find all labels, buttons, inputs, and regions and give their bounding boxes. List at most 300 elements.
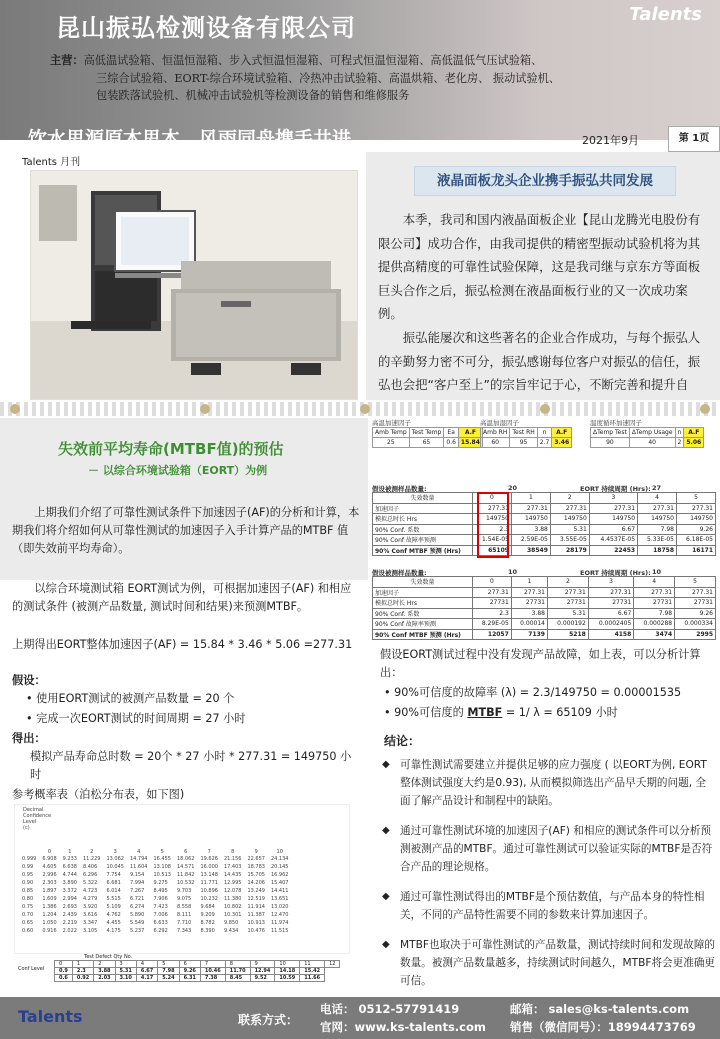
- table-cell: 3.890: [62, 880, 77, 886]
- table-cell: 2.303: [42, 880, 57, 886]
- table-cell: 7: [207, 849, 211, 855]
- table-cell: 3.920: [82, 904, 98, 910]
- table-cell: 模拟总时长 Hrs: [373, 514, 473, 525]
- table-row: [19, 927, 291, 935]
- table-cell: 6.296: [82, 872, 98, 878]
- table-cell: 6.014: [106, 888, 121, 894]
- assume-item: • 完成一次EORT测试的时间周期 = 27 小时: [26, 712, 246, 725]
- table-row: [19, 863, 291, 871]
- table-cell: 2.022: [62, 928, 77, 934]
- table-row: [55, 975, 340, 982]
- table-cell: 4: [137, 849, 141, 855]
- table-cell: 4.723: [82, 888, 98, 894]
- table-cell: 3.105: [82, 928, 98, 934]
- table-cell: 277.31: [511, 503, 550, 514]
- table-cell: 24.134: [270, 856, 289, 862]
- table-cell: 1: [511, 577, 547, 588]
- table-row: [373, 619, 716, 630]
- table-cell: 90% Conf 故障率预测: [373, 535, 473, 546]
- table-cell: 12.995: [223, 880, 242, 886]
- table-row: [55, 968, 340, 975]
- table-cell: 90% Conf 故障率预测: [373, 619, 473, 630]
- confidence-level-label: Decimal Confidence Level (c): [23, 807, 52, 831]
- table-cell: 9.26: [179, 968, 200, 975]
- mtbf-paragraph: 上期我们介绍了可靠性测试条件下加速因子(AF)的分析和计算，本期我们将介绍如何从可靠性测试的加速因子入手计算产品的MTBF 值（即失效前平均寿命）。: [12, 506, 360, 555]
- table-cell: 0.70: [22, 912, 34, 918]
- table-cell: 2: [94, 961, 115, 968]
- table-cell: 19.626: [200, 856, 218, 862]
- table-cell: 8.558: [176, 904, 192, 910]
- table-cell: 149750: [473, 514, 512, 525]
- table-cell: 27731: [511, 598, 547, 609]
- table-row: [19, 887, 291, 895]
- table-cell: 5.31: [547, 608, 588, 619]
- table-cell: 12.078: [223, 888, 242, 894]
- table-cell: 0.000192: [547, 619, 588, 630]
- b2-duration-label: EORT 持续周期 (Hrs):: [580, 569, 651, 577]
- table-cell: 7.98: [638, 524, 677, 535]
- result-label: 得出：: [12, 732, 46, 745]
- table-row: [373, 514, 716, 525]
- table-cell: 7.98: [158, 968, 179, 975]
- email-link[interactable]: 邮箱： sales@ks-talents.com: [510, 1002, 690, 1016]
- table-row: [373, 503, 716, 514]
- table-row: [19, 911, 291, 919]
- business-scope-lead: 主营：: [50, 53, 84, 67]
- table-cell: 4.279: [82, 896, 98, 902]
- table-cell: 2.439: [62, 912, 77, 918]
- table-cell: 6.638: [62, 864, 77, 870]
- table-row: [373, 493, 716, 504]
- table-cell: 3.347: [82, 920, 98, 926]
- table-cell: 10.913: [247, 920, 265, 926]
- table-cell: 2: [547, 577, 588, 588]
- table-cell: 5.109: [106, 904, 121, 910]
- table-cell: 9.233: [62, 856, 77, 862]
- table-cell: 7.38: [200, 975, 225, 982]
- table-cell: 8: [231, 849, 235, 855]
- table-cell: 9.26: [677, 524, 716, 535]
- table-cell: 9.154: [129, 872, 145, 878]
- table-cell: 14.18: [275, 968, 300, 975]
- table-cell: 11.229: [82, 856, 101, 862]
- table-cell: 18.783: [247, 864, 265, 870]
- table-cell: 8.782: [200, 920, 215, 926]
- table-cell: 3: [115, 961, 136, 968]
- table-cell: 4.744: [62, 872, 77, 878]
- table-cell: 6.633: [153, 920, 168, 926]
- table-cell: 27731: [675, 598, 716, 609]
- table-cell: 14.794: [129, 856, 148, 862]
- table-cell: 6.67: [136, 968, 157, 975]
- conclusion-title: 结论：: [384, 734, 421, 748]
- table-cell: 277.31: [677, 503, 716, 514]
- table-cell: 9.52: [250, 975, 275, 982]
- news-panel: [366, 152, 720, 400]
- table-cell: 3.88: [511, 608, 547, 619]
- table-cell: 9.850: [223, 920, 239, 926]
- table-cell: 10.46: [200, 968, 225, 975]
- table-cell: 149750: [550, 514, 589, 525]
- table-cell: 16171: [677, 545, 716, 556]
- section-divider: [0, 402, 720, 416]
- table-cell: 0.99: [22, 864, 34, 870]
- table-cell: 149750: [589, 514, 637, 525]
- table-cell: 0.9: [55, 968, 73, 975]
- footer-brand: Talents: [18, 1007, 83, 1026]
- table-cell: 8.29E-05: [473, 619, 512, 630]
- table-cell: 5.33E-05: [638, 535, 677, 546]
- table-cell: 27731: [634, 598, 675, 609]
- table-row: [19, 871, 291, 879]
- table-cell: 0.80: [22, 896, 34, 902]
- table-cell: 失效数量: [373, 577, 473, 588]
- table-cell: 6.292: [153, 928, 168, 934]
- table-cell: 0.65: [22, 920, 34, 926]
- table-cell: 5: [158, 961, 179, 968]
- defect-label: Test Defect Qty No.: [84, 954, 133, 960]
- table-cell: 2.994: [62, 896, 77, 902]
- table-cell: 11.604: [129, 864, 148, 870]
- table-cell: 6: [179, 961, 200, 968]
- table-cell: 28179: [550, 545, 589, 556]
- table-cell: 9.434: [223, 928, 239, 934]
- table-cell: 4.605: [42, 864, 57, 870]
- table-cell: 5.31: [115, 968, 136, 975]
- table-row: [373, 608, 716, 619]
- table-cell: 0: [47, 849, 52, 855]
- website-link[interactable]: 官网：www.ks-talents.com: [320, 1020, 486, 1034]
- humidity-factor-table: Amb RH Test RH n A.F 60 95 2.7 3.46: [480, 427, 572, 448]
- table-cell: 0: [473, 577, 512, 588]
- table-cell: 277.31: [638, 503, 677, 514]
- table-cell: 0.999: [22, 856, 37, 862]
- table-cell: 15.42: [300, 968, 325, 975]
- issue-date: 2021年9月: [582, 134, 639, 147]
- b2-sample-count: 10: [508, 568, 518, 576]
- table-cell: 10: [276, 849, 283, 855]
- mtbf-subtitle: － 以综合环境试验箱（EORT）为例: [88, 464, 268, 477]
- table-cell: 6.274: [129, 904, 145, 910]
- conclusion-list: [382, 756, 716, 1002]
- table-cell: 0.000334: [675, 619, 716, 630]
- table-cell: 6.681: [106, 880, 121, 886]
- table-row: [373, 535, 716, 546]
- analysis-block: [380, 646, 716, 722]
- table-cell: 7.423: [153, 904, 168, 910]
- table-cell: 4158: [588, 629, 633, 640]
- table-cell: 7.006: [153, 912, 168, 918]
- conclusion-item: ◆ 可靠性测试需要建立并提供足够的应力强度 ( 以EORT为例, EORT整体测试强度大约是0.93), 从而模拟筛选出产品早夭期的问题, 全面了解产品设计和制程中的缺陷。: [382, 756, 716, 810]
- table-cell: 14.206: [247, 880, 265, 886]
- monthly-label: Talents 月刊: [22, 157, 81, 168]
- page-number: 第 1页: [668, 126, 720, 152]
- table-cell: 1: [72, 961, 93, 968]
- table-cell: 16.962: [270, 872, 289, 878]
- table-cell: 11.66: [300, 975, 325, 982]
- table-cell: 5: [675, 577, 716, 588]
- table-cell: 0.916: [42, 928, 57, 934]
- conclusion-item: ◆ 通过可靠性测试环境的加速因子(AF) 和相应的测试条件可以分析预测被测产品的MTBF。通过可靠性测试可以验证实际的MTBF是否符合产品的理论规格。: [382, 822, 716, 876]
- table-cell: 0.92: [72, 975, 93, 982]
- table-cell: 7.343: [176, 928, 192, 934]
- table-cell: 4.762: [106, 912, 121, 918]
- table-cell: 149750: [511, 514, 550, 525]
- table-cell: 6: [184, 849, 188, 855]
- table-row: [373, 587, 716, 598]
- cycle-factor-table: ΔTemp Test ΔTemp Usage n A.F 90 40 2 5.06: [590, 427, 704, 448]
- table-cell: 13.651: [270, 896, 289, 902]
- table-cell: 3474: [634, 629, 675, 640]
- analysis-item: • 90%可信度的 MTBF = 1/ λ = 65109 小时: [384, 706, 618, 719]
- highlight-box: [477, 492, 509, 558]
- table-cell: 1: [68, 849, 72, 855]
- assume-label: 假设：: [12, 674, 46, 687]
- table-cell: 7139: [511, 629, 547, 640]
- table-cell: 2.3: [473, 524, 512, 535]
- table-cell: 13.062: [106, 856, 124, 862]
- table-cell: 10.59: [275, 975, 300, 982]
- factor-label: 温度循环加速因子: [590, 419, 642, 427]
- table-cell: 4: [136, 961, 157, 968]
- table-cell: 7.754: [106, 872, 121, 878]
- table-cell: 277.31: [588, 587, 633, 598]
- table-cell: 12.470: [270, 912, 289, 918]
- temp-factor-table: Amb Temp Test Temp Ea A.F 25 65 0.6 15.84: [372, 427, 483, 448]
- poisson-grid: [19, 849, 291, 935]
- table-cell: 3.10: [115, 975, 136, 982]
- table-cell: 14.411: [270, 888, 289, 894]
- page-footer: [0, 997, 720, 1039]
- table-cell: 15.407: [270, 880, 289, 886]
- contact-label: 联系方式：: [238, 1013, 299, 1027]
- business-scope-line: 三综合试验箱、EORT-综合环境试验箱、冷热冲击试验箱、高温烘箱、老化房、 振动试验机、: [96, 71, 561, 85]
- table-cell: 加速因子: [373, 503, 473, 514]
- table-cell: 9.26: [675, 608, 716, 619]
- table-cell: 5.24: [158, 975, 179, 982]
- table-cell: 90% Conf MTBF 预测 (Hrs): [373, 629, 473, 640]
- mtbf-paragraph: 以综合环境测试箱 EORT测试为例，可根据加速因子(AF) 和相应的测试条件 (被测产品数量, 测试时间和结果)来预测MTBF。: [12, 582, 352, 613]
- table-cell: 5.515: [106, 896, 121, 902]
- table-cell: 3: [588, 577, 633, 588]
- table-cell: 0.90: [22, 880, 34, 886]
- phone: 电话： 0512-57791419: [320, 1002, 460, 1016]
- table-cell: 14.435: [223, 872, 242, 878]
- table-cell: 8.390: [200, 928, 215, 934]
- table-cell: 17.403: [223, 864, 242, 870]
- mtbf-term: MTBF: [467, 706, 503, 719]
- table-cell: 4.4537E-05: [589, 535, 637, 546]
- table-cell: 27731: [473, 598, 512, 609]
- defect-grid: [54, 960, 340, 982]
- table-cell: 9: [250, 961, 275, 968]
- table-cell: 5: [677, 493, 716, 504]
- table-cell: 8.111: [176, 912, 192, 918]
- table-cell: 65109: [473, 545, 512, 556]
- table-cell: 38549: [511, 545, 550, 556]
- table-cell: 4: [634, 577, 675, 588]
- table-cell: 9.275: [153, 880, 168, 886]
- table-cell: 10.513: [153, 872, 171, 878]
- table-cell: 18758: [638, 545, 677, 556]
- table-row: [373, 629, 716, 640]
- table-cell: 277.31: [675, 587, 716, 598]
- table-cell: 0: [473, 493, 512, 504]
- analysis-item: • 90%可信度的故障率 (λ) = 2.3/149750 = 0.00001535: [384, 686, 682, 699]
- table-cell: 模拟总时长 Hrs: [373, 598, 473, 609]
- table-cell: 1.897: [42, 888, 57, 894]
- table-cell: 7.98: [634, 608, 675, 619]
- table-cell: 11.380: [223, 896, 242, 902]
- table-cell: 15.705: [247, 872, 265, 878]
- table-cell: 8.406: [82, 864, 98, 870]
- table-cell: 7.710: [176, 920, 192, 926]
- table-cell: 21.156: [223, 856, 242, 862]
- table-cell: 0.0002405: [588, 619, 633, 630]
- business-scope: [50, 52, 710, 105]
- conf-level-label: Conf Level: [18, 966, 45, 972]
- table-cell: 6.721: [129, 896, 145, 902]
- table-cell: 4: [638, 493, 677, 504]
- table-cell: 13.148: [200, 872, 218, 878]
- vibration-machine-illustration: [31, 171, 358, 400]
- table-cell: 90% Conf MTBF 预测 (Hrs): [373, 545, 473, 556]
- table-row: [19, 903, 291, 911]
- table-cell: 22453: [589, 545, 637, 556]
- mtbf-table-10: [372, 576, 716, 640]
- table-cell: 5.237: [129, 928, 145, 934]
- table-cell: 1.386: [42, 904, 57, 910]
- calc-tables: [372, 418, 718, 642]
- table-cell: 11.70: [225, 968, 250, 975]
- b2-duration: 10: [652, 568, 662, 576]
- analysis-intro: 假设EORT测试过程中没有发现产品故障，如上表，可以分析计算出：: [380, 648, 701, 679]
- table-cell: 0.85: [22, 888, 34, 894]
- conclusion-item: ◆ 通过可靠性测试得出的MTBF是个预估数值，与产品本身的特性相关，不同的产品特性需要不同的参数来计算加速因子。: [382, 888, 716, 924]
- table-cell: 5.890: [129, 912, 145, 918]
- mtbf-table-20: [372, 492, 716, 556]
- table-cell: 12: [325, 961, 340, 968]
- table-cell: 3: [589, 493, 637, 504]
- factor-label: 高温加速因子: [372, 419, 411, 427]
- result-line: 模拟产品寿命总时数 = 20个 * 27 小时 * 277.31 = 149750 小时: [30, 750, 352, 781]
- table-cell: 11.974: [270, 920, 289, 926]
- table-cell: 2995: [675, 629, 716, 640]
- table-cell: 12.94: [250, 968, 275, 975]
- table-cell: 12057: [473, 629, 512, 640]
- b1-sample-count: 20: [508, 484, 518, 492]
- table-cell: 277.31: [550, 503, 589, 514]
- table-cell: 277.31: [511, 587, 547, 598]
- table-cell: 3.88: [511, 524, 550, 535]
- table-cell: 8.45: [225, 975, 250, 982]
- table-cell: 2.693: [62, 904, 77, 910]
- table-cell: 10.476: [247, 928, 265, 934]
- af-line: 上期得出EORT整体加速因子(AF) = 15.84 * 3.46 * 5.06 =277.31: [12, 638, 353, 651]
- table-cell: 2.996: [42, 872, 57, 878]
- page-header: [0, 0, 720, 150]
- table-cell: 5.549: [129, 920, 145, 926]
- table-cell: 9.684: [200, 904, 215, 910]
- news-body: [378, 208, 710, 420]
- table-cell: 16.000: [200, 864, 218, 870]
- table-cell: 0.6: [55, 975, 73, 982]
- table-row: [19, 919, 291, 927]
- table-cell: 9.703: [176, 888, 192, 894]
- slogan: 饮水思源原木思本，风雨同舟携手共进: [28, 128, 352, 150]
- table-cell: 11.914: [247, 904, 265, 910]
- table-cell: 5.31: [550, 524, 589, 535]
- company-name: 昆山振弘检测设备有限公司: [56, 14, 356, 42]
- table-cell: 7.906: [153, 896, 168, 902]
- table-cell: 2.3: [473, 608, 512, 619]
- table-cell: 10.532: [176, 880, 195, 886]
- vibration-machine-photo: [30, 170, 358, 400]
- table-cell: 5.322: [82, 880, 98, 886]
- table-cell: 9: [254, 849, 258, 855]
- assume-item: • 使用EORT测试的被测产品数量 = 20 个: [26, 692, 235, 705]
- table-cell: 0: [55, 961, 73, 968]
- table-cell: 3.616: [82, 912, 98, 918]
- table-cell: 加速因子: [373, 587, 473, 598]
- table-cell: 20.145: [270, 864, 289, 870]
- b1-duration-label: EORT 持续周期 (Hrs):: [580, 485, 651, 493]
- table-cell: 11.515: [270, 928, 289, 934]
- table-cell: 13.020: [270, 904, 289, 910]
- table-cell: 277.31: [547, 587, 588, 598]
- table-cell: 12.519: [247, 896, 265, 902]
- table-cell: 11.771: [200, 880, 218, 886]
- table-cell: 3.55E-05: [550, 535, 589, 546]
- table-cell: 22.657: [247, 856, 265, 862]
- table-cell: 5218: [547, 629, 588, 640]
- table-cell: 0.95: [22, 872, 34, 878]
- table-row: [373, 545, 716, 556]
- table-cell: 0.75: [22, 904, 34, 910]
- table-cell: 3.88: [94, 968, 115, 975]
- table-cell: 2: [90, 849, 94, 855]
- table-cell: 277.31: [589, 503, 637, 514]
- table-cell: 9.075: [176, 896, 192, 902]
- table-row: [19, 855, 291, 863]
- table-cell: 11.842: [176, 872, 195, 878]
- table-cell: 0.60: [22, 928, 34, 934]
- table-cell: 10.802: [223, 904, 242, 910]
- table-cell: 11: [300, 961, 325, 968]
- table-cell: 149750: [638, 514, 677, 525]
- b2-caption: 假设被测样品数量:: [372, 569, 427, 577]
- table-cell: 5: [160, 849, 164, 855]
- factor-label: 高温加湿因子: [480, 419, 519, 427]
- table-cell: 10.301: [223, 912, 242, 918]
- table-row: [19, 895, 291, 903]
- table-cell: 10.896: [200, 888, 218, 894]
- table-cell: 6.908: [42, 856, 57, 862]
- table-cell: 14.571: [176, 864, 195, 870]
- table-cell: 0.000288: [634, 619, 675, 630]
- table-cell: 6.18E-05: [677, 535, 716, 546]
- table-cell: 27731: [588, 598, 633, 609]
- poisson-table: [14, 804, 350, 954]
- table-row: [373, 524, 716, 535]
- table-cell: 18.062: [176, 856, 195, 862]
- table-cell: 3: [113, 849, 117, 855]
- table-cell: 1.204: [42, 912, 57, 918]
- b1-duration: 27: [652, 484, 662, 492]
- table-cell: 10.232: [200, 896, 218, 902]
- table-cell: 7: [200, 961, 225, 968]
- table-cell: 11.387: [247, 912, 265, 918]
